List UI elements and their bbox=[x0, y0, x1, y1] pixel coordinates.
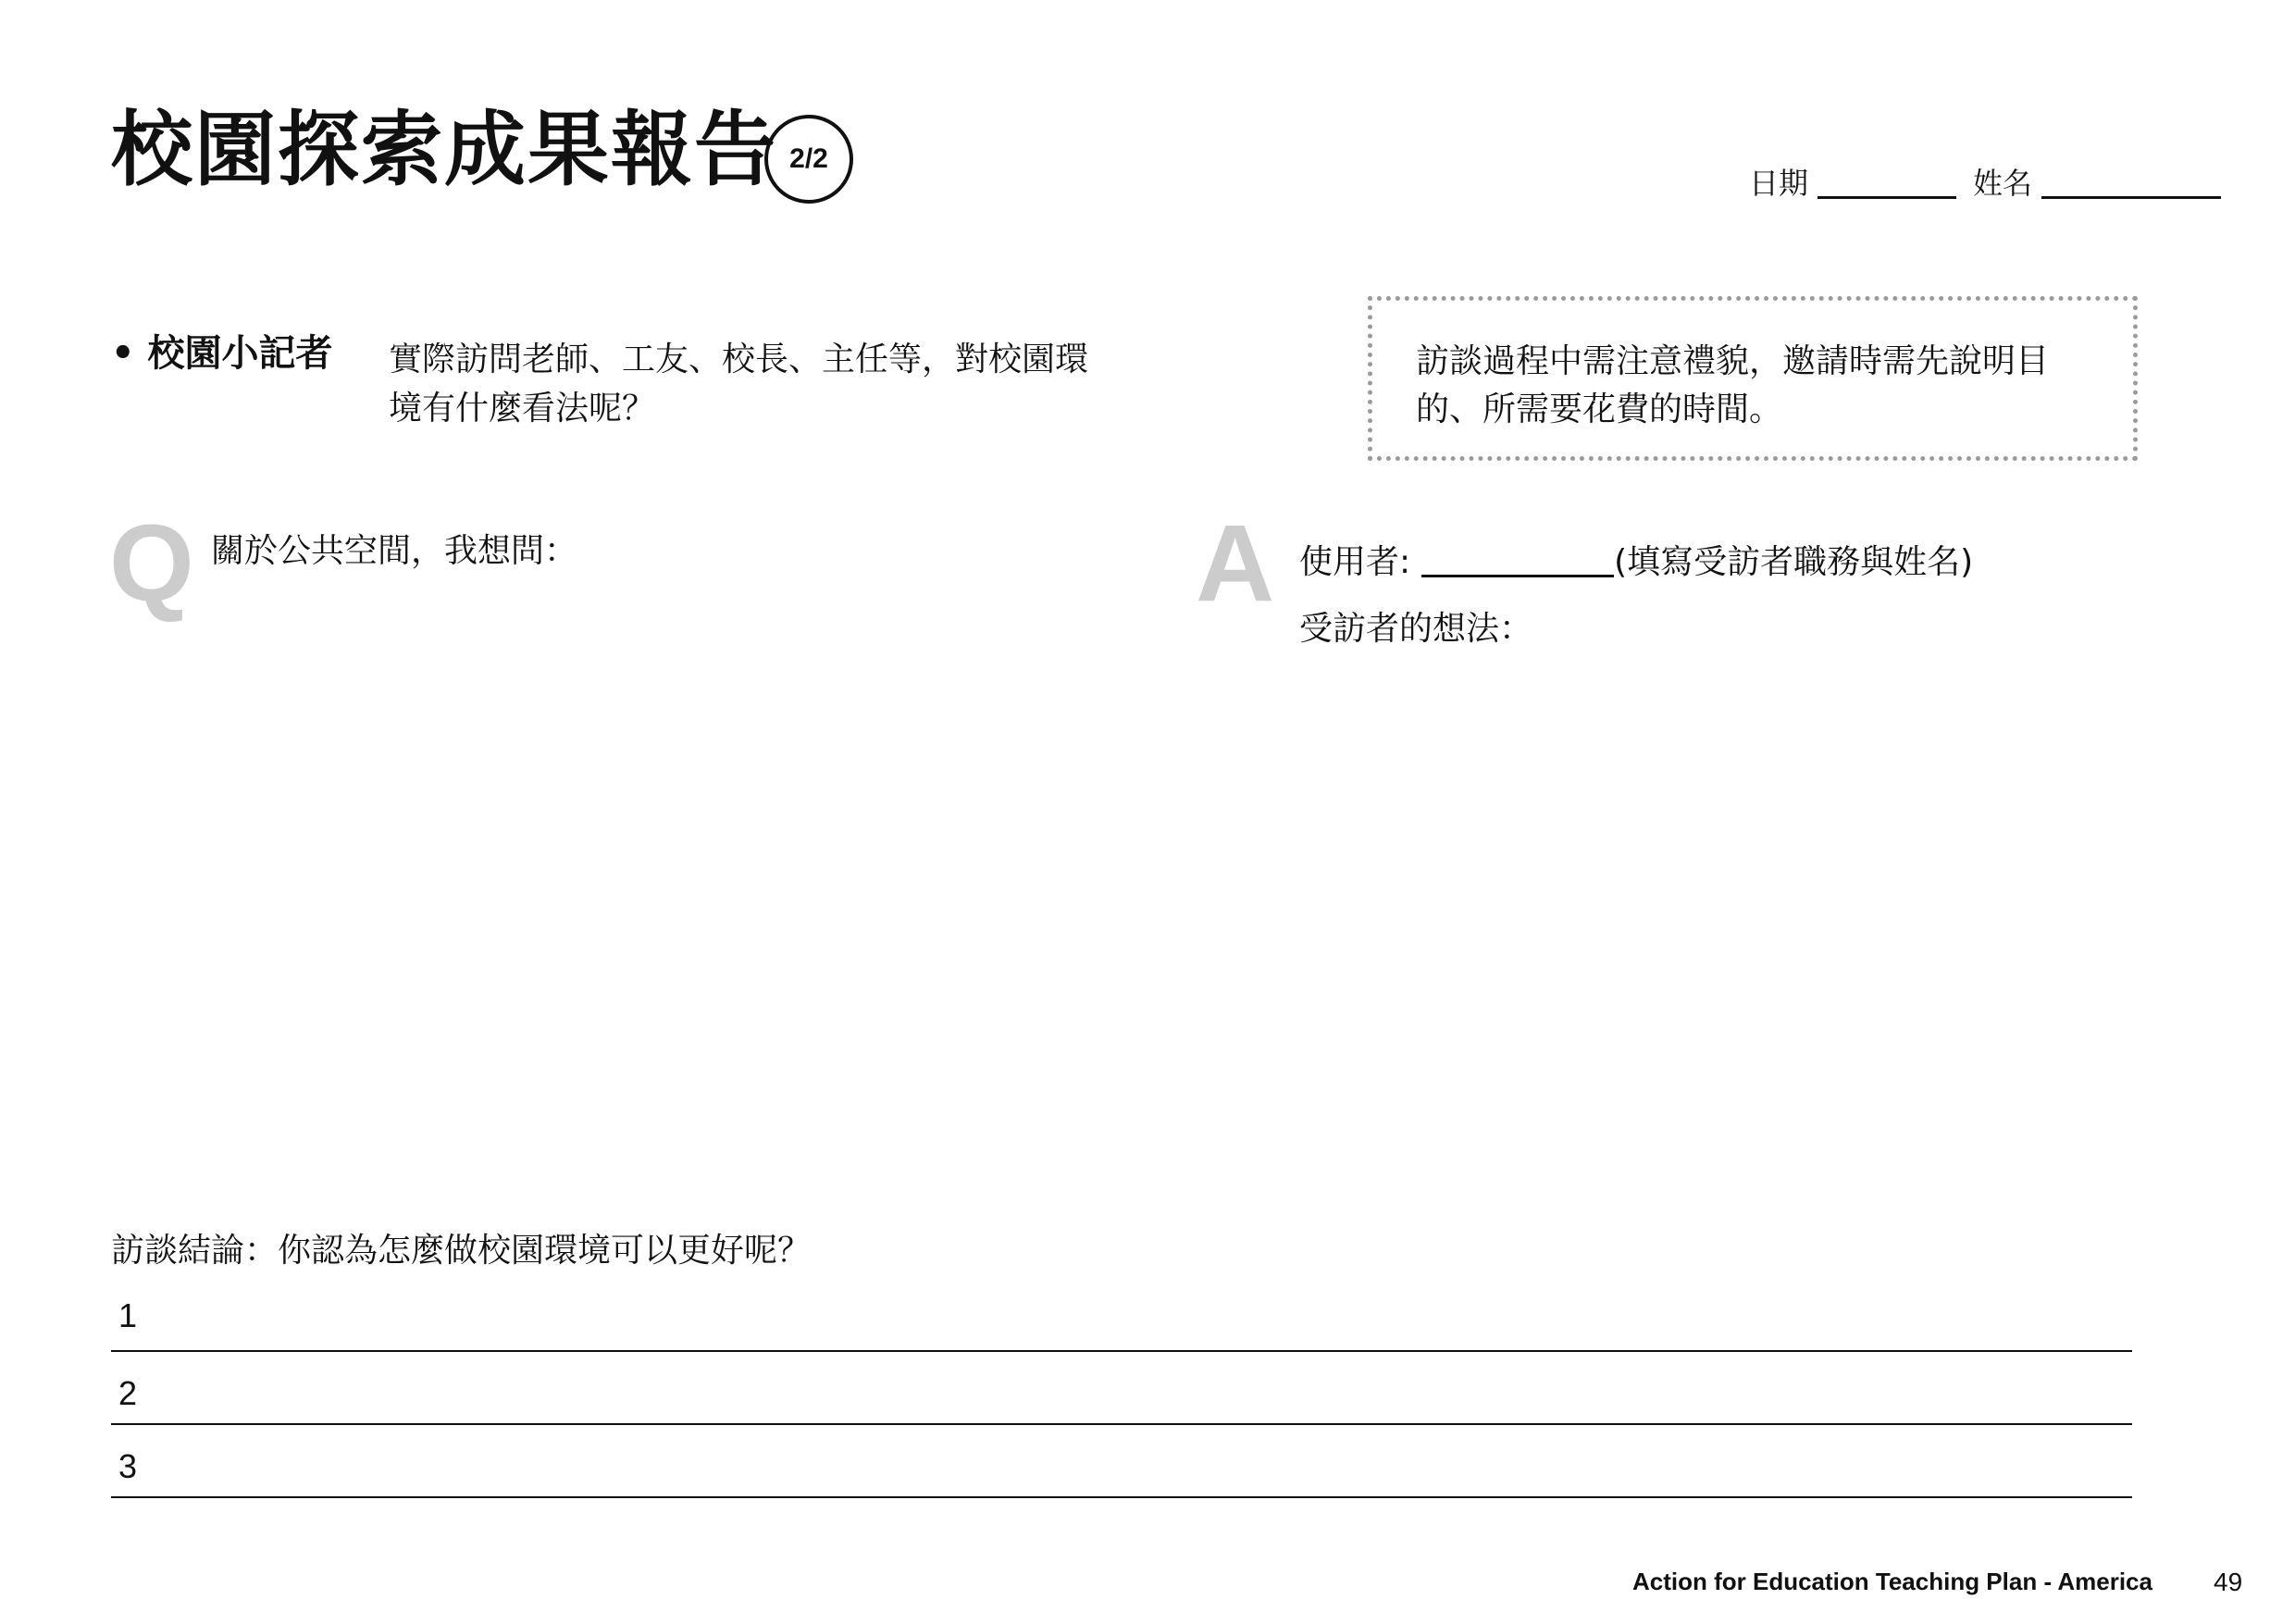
conclusion-item-number: 2 bbox=[118, 1374, 138, 1412]
conclusion-item-number: 1 bbox=[118, 1296, 138, 1334]
footer-page-number: 49 bbox=[2214, 1568, 2243, 1596]
conclusion-prompt: 訪談結論：你認為怎麼做校園環境可以更好呢？ bbox=[111, 1232, 812, 1270]
name-field[interactable] bbox=[2041, 196, 2221, 199]
interview-tip-box bbox=[1368, 296, 2138, 461]
conclusion-line-2[interactable] bbox=[111, 1423, 2132, 1425]
date-field[interactable] bbox=[1817, 196, 1956, 199]
page-badge bbox=[764, 115, 853, 204]
reporter-heading: • 校園小記者 bbox=[111, 332, 333, 375]
footer-publication: Action for Education Teaching Plan - America bbox=[1632, 1568, 2152, 1595]
question-letter-icon: Q bbox=[109, 502, 194, 625]
interviewee-hint: (填寫受訪者職務與姓名) bbox=[1614, 543, 1974, 581]
interviewee-row bbox=[1299, 543, 1974, 581]
page-badge-label: 2/2 bbox=[789, 143, 828, 174]
answer-letter-icon: A bbox=[1196, 502, 1275, 625]
conclusion-line-1[interactable] bbox=[111, 1350, 2132, 1352]
reporter-description: 實際訪問老師、工友、校長、主任等，對校園環境有什麼看法呢？ bbox=[389, 341, 1089, 428]
page-title: 校園探索成果報告 bbox=[111, 102, 778, 197]
interviewee-label: 使用者: bbox=[1299, 543, 1411, 581]
interviewee-thoughts-label: 受訪者的想法： bbox=[1299, 610, 1533, 648]
conclusion-item-number: 3 bbox=[118, 1447, 138, 1485]
conclusion-line-3[interactable] bbox=[111, 1496, 2132, 1498]
question-prompt: 關於公共空間，我想問： bbox=[211, 532, 578, 570]
date-label: 日期 bbox=[1749, 166, 1809, 201]
name-label: 姓名 bbox=[1973, 166, 2033, 201]
interview-tip-text: 訪談過程中需注意禮貌，邀請時需先說明目的、所需要花費的時間。 bbox=[1416, 342, 2050, 428]
interviewee-field[interactable] bbox=[1421, 547, 1614, 577]
